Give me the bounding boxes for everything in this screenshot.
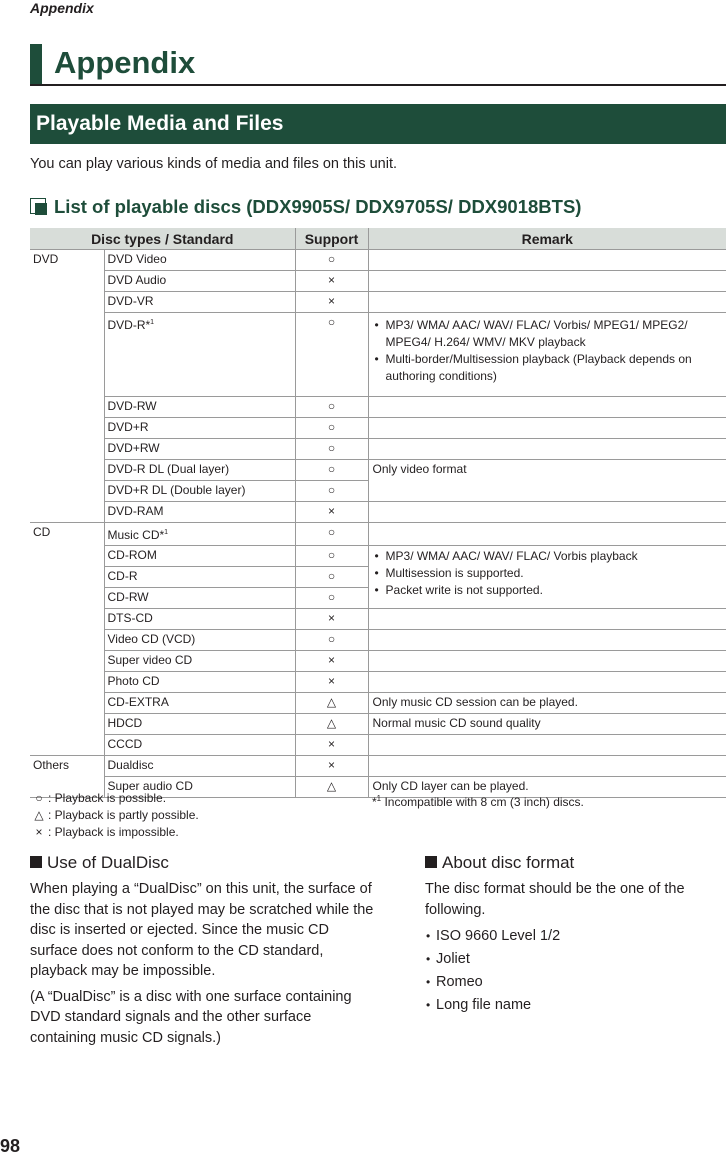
legend-item-yes — [30, 790, 199, 807]
remark-empty — [368, 439, 726, 460]
footnote — [372, 790, 584, 811]
disc-type — [104, 313, 295, 397]
disc-type: CD-ROM — [104, 546, 295, 567]
table-row — [30, 735, 726, 756]
remark-empty — [368, 630, 726, 651]
remark-empty — [368, 502, 726, 523]
table-row — [30, 651, 726, 672]
remark-empty — [368, 651, 726, 672]
disc-type: CD-EXTRA — [104, 693, 295, 714]
page-number: 98 — [0, 1136, 21, 1156]
disc-format-section — [425, 853, 725, 1017]
disc-type — [104, 523, 295, 546]
page-title-bar — [30, 44, 726, 86]
disc-format-paragraph: The disc format should be the one of the following. — [425, 881, 685, 918]
disc-type: DVD-RAM — [104, 502, 295, 523]
remark-empty — [368, 523, 726, 546]
remark-cd — [368, 546, 726, 609]
running-head: Appendix — [30, 0, 94, 16]
support-yes: ○ — [295, 250, 368, 271]
disc-type: DVD+R — [104, 418, 295, 439]
table-row — [30, 523, 726, 546]
table-row — [30, 397, 726, 418]
disc-type: Photo CD — [104, 672, 295, 693]
table-row — [30, 418, 726, 439]
list-item: • Joliet — [425, 948, 725, 971]
disc-type: CCCD — [104, 735, 295, 756]
remark-item: • MP3/ WMA/ AAC/ WAV/ FLAC/ Vorbis playback — [373, 548, 724, 565]
remark-empty — [368, 250, 726, 271]
remark-only-video: Only video format — [368, 460, 726, 502]
header-remark: Remark — [368, 228, 726, 250]
support-legend — [30, 790, 199, 841]
dualdisc-paragraph: (A “DualDisc” is a disc with one surface containing DVD standard signals and the other surface containing music CD signals.) — [30, 988, 352, 1046]
support-no: × — [295, 292, 368, 313]
table-row — [30, 439, 726, 460]
table-header-row — [30, 228, 726, 250]
disc-type: Video CD (VCD) — [104, 630, 295, 651]
disc-type-label: Music CD* — [107, 528, 165, 542]
remark-item: • MP3/ WMA/ AAC/ WAV/ FLAC/ Vorbis/ MPEG1/ MPEG2/ MPEG4/ H.264/ WMV/ MKV playback — [373, 317, 724, 351]
table-row — [30, 546, 726, 567]
legend-symbol: △ — [34, 808, 44, 822]
remark-item: • Multisession is supported. — [373, 565, 724, 582]
disc-type: Super audio CD — [104, 777, 295, 798]
remark-empty — [368, 418, 726, 439]
remark-empty — [368, 756, 726, 777]
page-title: Appendix — [54, 45, 196, 80]
support-partly: △ — [295, 693, 368, 714]
intro-text: You can play various kinds of media and files on this unit. — [30, 156, 398, 172]
support-no: × — [295, 756, 368, 777]
dualdisc-paragraph: When playing a “DualDisc” on this unit, the surface of the disc that is not played may be scratched while the disc is inserted or ejected. Since the music CD surface does not conform to the CD standard, playback may be impossible. — [30, 881, 374, 979]
disc-type: CD-RW — [104, 588, 295, 609]
disc-type: Super video CD — [104, 651, 295, 672]
support-yes: ○ — [295, 439, 368, 460]
disc-type: DVD-RW — [104, 397, 295, 418]
support-no: × — [295, 735, 368, 756]
support-yes: ○ — [295, 418, 368, 439]
legend-item-partly — [30, 807, 199, 824]
disc-format-list — [425, 925, 725, 1017]
support-yes: ○ — [295, 481, 368, 502]
disc-type: CD-R — [104, 567, 295, 588]
list-item: • ISO 9660 Level 1/2 — [425, 925, 725, 948]
section-marker-icon — [30, 198, 46, 214]
disc-type: HDCD — [104, 714, 295, 735]
disc-type: DVD Audio — [104, 271, 295, 292]
table-row — [30, 672, 726, 693]
support-no: × — [295, 672, 368, 693]
support-yes: ○ — [295, 523, 368, 546]
disc-format-heading-text: About disc format — [442, 853, 575, 872]
footnote-marker: 1 — [164, 529, 169, 536]
legend-item-no — [30, 824, 199, 841]
table-row — [30, 460, 726, 481]
list-item: • Long file name — [425, 994, 725, 1017]
square-bullet-icon — [425, 856, 437, 868]
category-others: Others — [30, 756, 104, 798]
remark-super-audio-cd: Only CD layer can be played. — [368, 777, 726, 798]
legend-text: : Playback is possible. — [48, 791, 167, 805]
legend-symbol: × — [35, 825, 43, 839]
legend-text: : Playback is impossible. — [48, 825, 179, 839]
remark-empty — [368, 292, 726, 313]
table-row — [30, 271, 726, 292]
table-row — [30, 292, 726, 313]
remark-cd-extra: Only music CD session can be played. — [368, 693, 726, 714]
remark-dvd-r — [368, 313, 726, 397]
support-no: × — [295, 271, 368, 292]
support-yes: ○ — [295, 397, 368, 418]
support-yes: ○ — [295, 313, 368, 397]
table-row — [30, 714, 726, 735]
table-row — [30, 502, 726, 523]
support-yes: ○ — [295, 546, 368, 567]
square-bullet-icon — [30, 856, 42, 868]
footnote-text: Incompatible with 8 cm (3 inch) discs. — [381, 795, 584, 809]
disc-type: DVD-VR — [104, 292, 295, 313]
section-heading: Playable Media and Files — [30, 104, 726, 144]
footnote-number: 1 — [376, 794, 382, 803]
table-row — [30, 250, 726, 271]
dualdisc-heading-text: Use of DualDisc — [47, 853, 169, 872]
dualdisc-section — [30, 853, 380, 1053]
title-accent-bar — [30, 44, 42, 84]
subsection-heading-text: List of playable discs (DDX9905S/ DDX9705S/ DDX9018BTS) — [54, 196, 582, 217]
disc-type: DVD+R DL (Double layer) — [104, 481, 295, 502]
footnote-marker: 1 — [150, 319, 155, 326]
remark-hdcd: Normal music CD sound quality — [368, 714, 726, 735]
remark-empty — [368, 735, 726, 756]
disc-type: DVD-R DL (Dual layer) — [104, 460, 295, 481]
table-row — [30, 630, 726, 651]
support-yes: ○ — [295, 630, 368, 651]
footnote-mark: * — [372, 795, 377, 809]
disc-type: DTS-CD — [104, 609, 295, 630]
remark-empty — [368, 672, 726, 693]
remark-empty — [368, 271, 726, 292]
subsection-heading — [30, 196, 581, 218]
support-yes: ○ — [295, 588, 368, 609]
disc-type: DVD Video — [104, 250, 295, 271]
support-no: × — [295, 651, 368, 672]
dualdisc-heading — [30, 853, 380, 873]
remark-item: • Packet write is not supported. — [373, 582, 724, 599]
support-yes: ○ — [295, 460, 368, 481]
legend-text: : Playback is partly possible. — [48, 808, 199, 822]
remark-item: • Multi-border/Multisession playback (Playback depends on authoring conditions) — [373, 351, 724, 385]
disc-type: Dualdisc — [104, 756, 295, 777]
table-row — [30, 756, 726, 777]
legend-symbol: ○ — [35, 791, 43, 805]
playable-discs-table — [30, 228, 726, 798]
table-row — [30, 693, 726, 714]
list-item: • Romeo — [425, 971, 725, 994]
remark-empty — [368, 397, 726, 418]
support-partly: △ — [295, 714, 368, 735]
disc-type-label: DVD-R* — [107, 318, 151, 332]
category-dvd: DVD — [30, 250, 104, 523]
support-partly: △ — [295, 777, 368, 798]
header-disc-types: Disc types / Standard — [30, 228, 295, 250]
disc-type: DVD+RW — [104, 439, 295, 460]
support-no: × — [295, 609, 368, 630]
header-support: Support — [295, 228, 368, 250]
support-yes: ○ — [295, 567, 368, 588]
disc-format-heading — [425, 853, 725, 873]
table-row — [30, 313, 726, 397]
category-cd: CD — [30, 523, 104, 756]
remark-empty — [368, 609, 726, 630]
support-no: × — [295, 502, 368, 523]
table-row — [30, 609, 726, 630]
